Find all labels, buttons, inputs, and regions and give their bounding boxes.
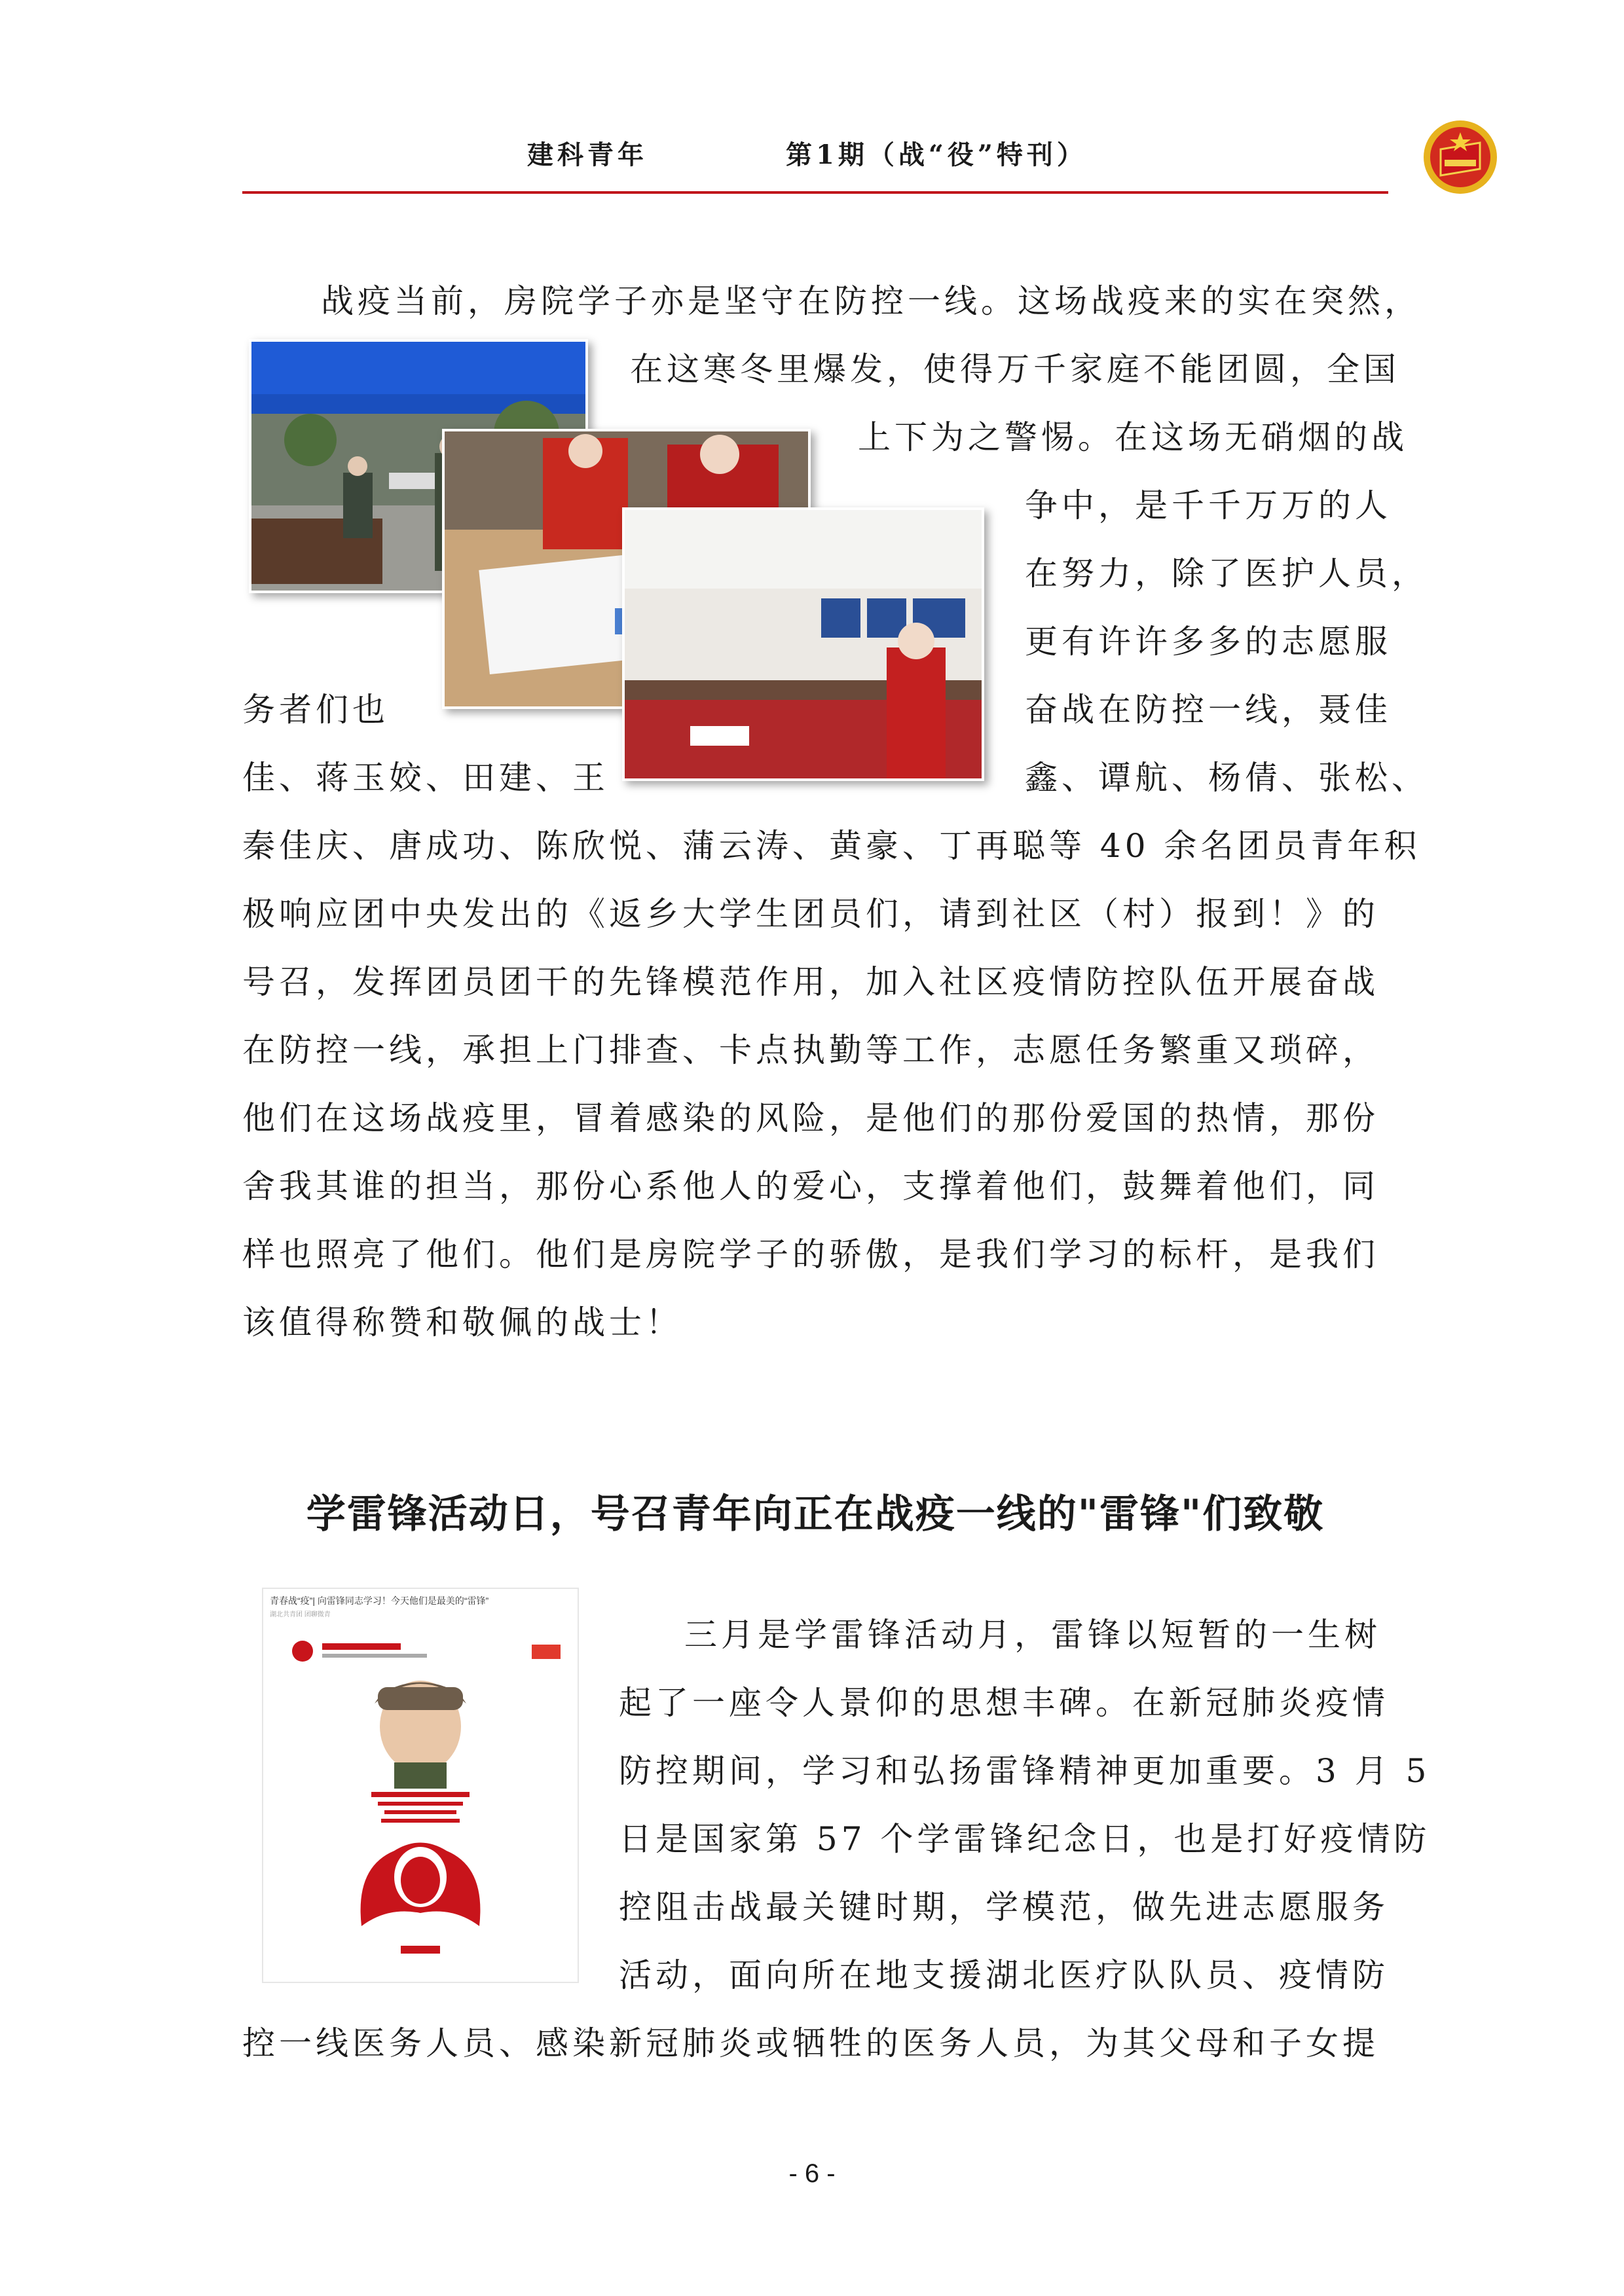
article1-line: 秦佳庆、唐成功、陈欣悦、蒲云涛、黄豪、丁再聪等 40 余名团员青年积 (242, 827, 1421, 865)
youth-league-emblem-icon (1421, 118, 1500, 196)
poster-headline: 青春战“疫”| 向雷锋同志学习！今天他们是最美的“雷锋” (270, 1595, 489, 1606)
community-service-photo (622, 507, 984, 781)
page-number: - 6 - (788, 2159, 836, 2188)
leifeng-portrait-icon (263, 1618, 578, 1972)
article1-line: 该值得称赞和敬佩的战士！ (242, 1303, 682, 1341)
article1-line: 在防控一线，承担上门排查、卡点执勤等工作，志愿任务繁重又琐碎， (242, 1031, 1379, 1069)
header-rule (242, 191, 1388, 194)
article1-line: 奋战在防控一线，聂佳 (1025, 691, 1392, 729)
article1-line: 在这寒冬里爆发，使得万千家庭不能团圆，全国 (630, 350, 1400, 388)
section2-line: 防控期间，学习和弘扬雷锋精神更加重要。3 月 5 (619, 1752, 1431, 1790)
section2-line: 日是国家第 57 个学雷锋纪念日，也是打好疫情防 (619, 1820, 1431, 1858)
article1-line: 号召，发挥团员团干的先锋模范作用，加入社区疫情防控队伍开展奋战 (242, 963, 1379, 1001)
article1-line: 争中，是千千万万的人 (1025, 486, 1392, 524)
article1-line: 极响应团中央发出的《返乡大学生团员们，请到社区（村）报到！》的 (242, 895, 1379, 933)
section2-line: 三月是学雷锋活动月，雷锋以短暂的一生树 (684, 1616, 1381, 1654)
article1-line: 上下为之警惕。在这场无硝烟的战 (858, 418, 1408, 456)
publication-title: 建科青年 (527, 139, 648, 170)
article1-line: 更有许许多多的志愿服 (1025, 623, 1392, 661)
section2-line: 控一线医务人员、感染新冠肺炎或牺牲的医务人员，为其父母和子女提 (242, 2024, 1379, 2062)
article1-line: 在努力，除了医护人员， (1025, 555, 1428, 592)
section2-line: 控阻击战最关键时期，学模范，做先进志愿服务 (619, 1888, 1389, 1926)
article1-line: 舍我其谁的担当，那份心系他人的爱心，支撑着他们，鼓舞着他们，同 (242, 1167, 1379, 1205)
article1-line: 佳、蒋玉姣、田建、王 (242, 759, 609, 797)
article1-line: 样也照亮了他们。他们是房院学子的骄傲，是我们学习的标杆，是我们 (242, 1235, 1379, 1273)
poster-account: 湖北共青团 团聊微青 (270, 1611, 331, 1618)
article1-line: 他们在这场战疫里，冒着感染的风险，是他们的那份爱国的热情，那份 (242, 1099, 1379, 1137)
article1-line: 鑫、谭航、杨倩、张松、 (1025, 759, 1428, 797)
section2-line: 起了一座令人景仰的思想丰碑。在新冠肺炎疫情 (619, 1684, 1389, 1722)
leifeng-poster-image (262, 1588, 579, 1983)
issue-title: 第1期（战“役”特刊） (786, 139, 1087, 170)
article1-line: 务者们也 (242, 691, 389, 729)
section2-line: 活动，面向所在地支援湖北医疗队队员、疫情防 (619, 1956, 1389, 1994)
article1-line: 战疫当前，房院学子亦是坚守在防控一线。这场战疫来的实在突然， (321, 282, 1421, 320)
section-heading: 学雷锋活动日，号召青年向正在战疫一线的"雷锋"们致敬 (306, 1491, 1325, 1537)
